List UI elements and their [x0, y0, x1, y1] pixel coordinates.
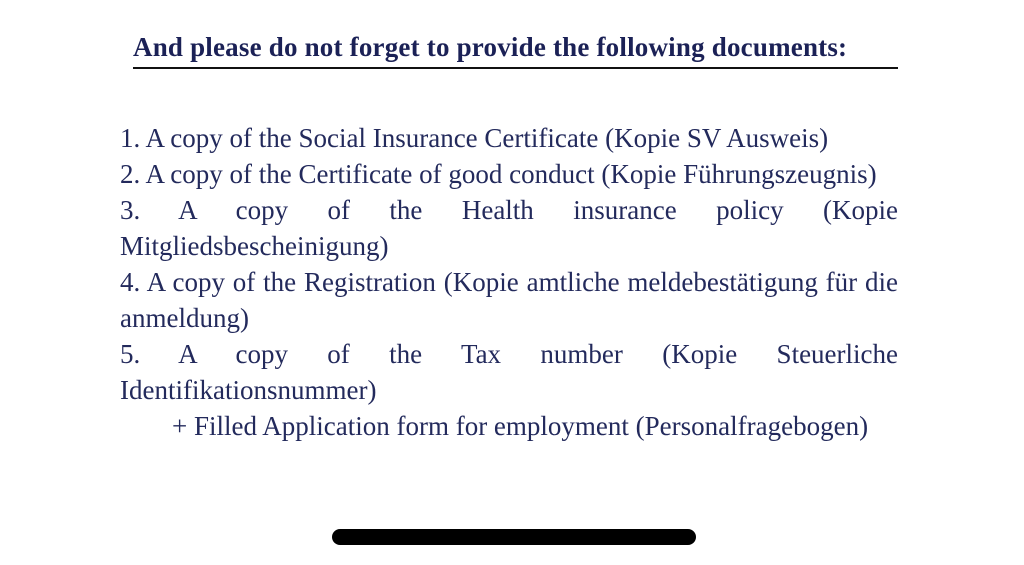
- list-item: [120, 192, 898, 264]
- list-item-text: + Filled Application form for employment (Personalfragebogen): [172, 411, 869, 441]
- list-item-text: 4. A copy of the Registration (Kopie amtliche meldebestätigung für die anmeldung): [120, 267, 898, 333]
- required-documents-list: [120, 120, 898, 444]
- list-item-text: 1. A copy of the Social Insurance Certificate (Kopie SV Ausweis): [120, 123, 829, 153]
- list-item-text: 2. A copy of the Certificate of good conduct (Kopie Führungszeugnis): [120, 159, 877, 189]
- list-item: [120, 156, 898, 192]
- list-item: [120, 336, 898, 408]
- list-item-application-form: [120, 408, 898, 444]
- document-heading: And please do not forget to provide the following documents:: [133, 29, 898, 69]
- redaction-bar: [332, 529, 696, 545]
- list-item-text: 5. A copy of the Tax number (Kopie Steuerliche Identifikationsnummer): [120, 339, 898, 405]
- list-item-text: 3. A copy of the Health insurance policy (Kopie Mitgliedsbescheinigung): [120, 195, 898, 261]
- list-item: [120, 120, 898, 156]
- list-item: [120, 264, 898, 336]
